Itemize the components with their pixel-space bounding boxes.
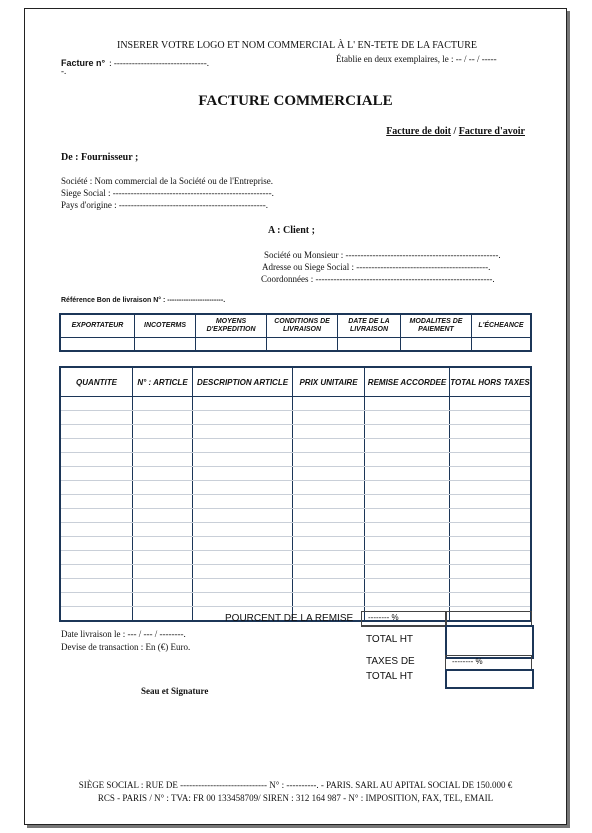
item-cell[interactable] xyxy=(193,509,293,523)
col-expedition: MOYENS D'EXPEDITION xyxy=(196,314,267,338)
col-quantite: QUANTITE xyxy=(60,367,133,397)
item-cell[interactable] xyxy=(293,565,365,579)
footer-line-1: SIÈGE SOCIAL : RUE DE ----------------------------- N° : ----------. - PARIS. SARL AU APITAL SOCIAL DE 150.000 € xyxy=(78,780,513,790)
item-cell[interactable] xyxy=(293,467,365,481)
table-row[interactable] xyxy=(60,523,531,537)
item-cell[interactable] xyxy=(193,481,293,495)
item-cell[interactable] xyxy=(133,397,193,411)
item-cell[interactable] xyxy=(293,551,365,565)
item-cell[interactable] xyxy=(60,509,133,523)
shipping-cell[interactable] xyxy=(60,338,135,352)
item-cell[interactable] xyxy=(293,593,365,607)
col-total-ht: TOTAL HORS TAXES xyxy=(450,367,532,397)
item-cell[interactable] xyxy=(365,565,450,579)
item-cell[interactable] xyxy=(365,495,450,509)
logo-placeholder-text: INSERER VOTRE LOGO ET NOM COMMERCIAL À L' EN-TETE DE LA FACTURE xyxy=(117,40,478,51)
item-cell[interactable] xyxy=(60,579,133,593)
item-cell[interactable] xyxy=(133,467,193,481)
item-cell[interactable] xyxy=(60,453,133,467)
table-row[interactable] xyxy=(60,411,531,425)
item-cell[interactable] xyxy=(60,551,133,565)
item-cell[interactable] xyxy=(293,453,365,467)
item-cell[interactable] xyxy=(450,551,532,565)
item-cell[interactable] xyxy=(133,579,193,593)
client-company: Société ou Monsieur : ---------------------------------------------------. xyxy=(264,250,501,260)
item-cell[interactable] xyxy=(450,537,532,551)
table-row[interactable] xyxy=(60,453,531,467)
item-cell[interactable] xyxy=(365,425,450,439)
item-cell[interactable] xyxy=(60,411,133,425)
invoice-credit-link[interactable]: Facture d'avoir xyxy=(458,126,525,137)
supplier-company: Société : Nom commercial de la Société ou de l'Entreprise. xyxy=(61,176,274,186)
item-cell[interactable] xyxy=(450,397,532,411)
item-cell[interactable] xyxy=(365,439,450,453)
item-cell[interactable] xyxy=(193,565,293,579)
item-cell[interactable] xyxy=(60,425,133,439)
shipping-cell[interactable] xyxy=(472,338,532,352)
table-row[interactable] xyxy=(60,565,531,579)
item-cell[interactable] xyxy=(133,607,193,622)
item-cell[interactable] xyxy=(293,537,365,551)
table-row[interactable] xyxy=(60,537,531,551)
item-cell[interactable] xyxy=(60,481,133,495)
col-exportateur: EXPORTATEUR xyxy=(60,314,135,338)
table-row[interactable] xyxy=(60,425,531,439)
item-cell[interactable] xyxy=(365,523,450,537)
table-row[interactable] xyxy=(60,397,531,411)
item-cell[interactable] xyxy=(60,397,133,411)
item-cell[interactable] xyxy=(365,397,450,411)
item-cell[interactable] xyxy=(293,495,365,509)
col-incoterms: INCOTERMS xyxy=(135,314,196,338)
item-cell[interactable] xyxy=(293,481,365,495)
col-article-no: N° : ARTICLE xyxy=(133,367,193,397)
item-cell[interactable] xyxy=(293,425,365,439)
item-cell[interactable] xyxy=(60,565,133,579)
total-ht2-value-box[interactable] xyxy=(445,669,534,689)
invoice-number xyxy=(61,53,209,71)
total-ht2-label: TOTAL HT xyxy=(366,671,414,682)
delivery-reference: Référence Bon de livraison N° : ------------------------. xyxy=(61,297,226,304)
item-cell[interactable] xyxy=(133,523,193,537)
discount-value: -------- % xyxy=(368,613,399,622)
invoice-number-value: : -------------------------------. xyxy=(109,58,210,68)
item-cell[interactable] xyxy=(293,509,365,523)
invoice-type-links xyxy=(386,126,525,137)
invoice-debit-link[interactable]: Facture de doit xyxy=(386,126,452,137)
total-ht-value-box[interactable] xyxy=(445,625,534,659)
item-cell[interactable] xyxy=(133,551,193,565)
item-cell[interactable] xyxy=(60,537,133,551)
supplier-origin: Pays d'origine : -------------------------------------------------. xyxy=(61,200,268,210)
shipping-cell[interactable] xyxy=(401,338,472,352)
item-cell[interactable] xyxy=(365,411,450,425)
item-cell[interactable] xyxy=(193,593,293,607)
item-cell[interactable] xyxy=(450,565,532,579)
item-cell[interactable] xyxy=(133,509,193,523)
item-cell[interactable] xyxy=(450,439,532,453)
delivery-date: Date livraison le : --- / --- / --------. xyxy=(61,629,186,639)
item-cell[interactable] xyxy=(193,495,293,509)
item-cell[interactable] xyxy=(193,397,293,411)
item-cell[interactable] xyxy=(60,593,133,607)
table-row[interactable] xyxy=(60,481,531,495)
item-cell[interactable] xyxy=(365,551,450,565)
item-cell[interactable] xyxy=(133,593,193,607)
item-cell[interactable] xyxy=(450,411,532,425)
item-cell[interactable] xyxy=(193,467,293,481)
item-cell[interactable] xyxy=(133,481,193,495)
item-cell[interactable] xyxy=(450,509,532,523)
shipping-header-row xyxy=(60,314,531,338)
item-cell[interactable] xyxy=(133,411,193,425)
item-cell[interactable] xyxy=(133,565,193,579)
table-row[interactable] xyxy=(60,509,531,523)
item-cell[interactable] xyxy=(193,579,293,593)
table-row[interactable] xyxy=(60,495,531,509)
shipping-cell[interactable] xyxy=(196,338,267,352)
col-echeance: L'ÉCHEANCE xyxy=(472,314,532,338)
table-row[interactable] xyxy=(60,593,531,607)
client-heading: A : Client ; xyxy=(268,225,315,236)
header-continuation: -. xyxy=(61,66,67,76)
client-address: Adresse ou Siege Social : --------------------------------------------. xyxy=(262,262,491,272)
items-header-row xyxy=(60,367,531,397)
taxes-value: -------- % xyxy=(452,657,483,666)
item-cell[interactable] xyxy=(60,523,133,537)
col-conditions: CONDITIONS DE LIVRAISON xyxy=(267,314,338,338)
item-cell[interactable] xyxy=(450,453,532,467)
table-row[interactable] xyxy=(60,439,531,453)
item-cell[interactable] xyxy=(293,411,365,425)
shipping-cell[interactable] xyxy=(135,338,196,352)
item-cell[interactable] xyxy=(60,495,133,509)
signature-label: Seau et Signature xyxy=(141,686,209,696)
col-modalites: MODALITES DE PAIEMENT xyxy=(401,314,472,338)
item-cell[interactable] xyxy=(365,537,450,551)
invoice-type-separator: / xyxy=(453,126,457,137)
item-cell[interactable] xyxy=(365,481,450,495)
item-cell[interactable] xyxy=(193,425,293,439)
item-cell[interactable] xyxy=(193,551,293,565)
item-cell[interactable] xyxy=(293,523,365,537)
client-coords: Coordonnées : -----------------------------------------------------------. xyxy=(261,274,495,284)
currency: Devise de transaction : En (€) Euro. xyxy=(61,642,191,652)
invoice-number-label: Facture n° xyxy=(61,58,106,68)
table-row[interactable] xyxy=(60,579,531,593)
item-cell[interactable] xyxy=(193,453,293,467)
item-cell[interactable] xyxy=(365,579,450,593)
item-cell[interactable] xyxy=(193,411,293,425)
item-cell[interactable] xyxy=(60,607,133,622)
shipping-cell[interactable] xyxy=(267,338,338,352)
invoice-page xyxy=(24,8,567,825)
item-cell[interactable] xyxy=(365,509,450,523)
col-date-livraison: DATE DE LA LIVRAISON xyxy=(338,314,401,338)
items-body xyxy=(60,397,531,622)
supplier-siege: Siege Social : -----------------------------------------------------. xyxy=(61,188,274,198)
shipping-table xyxy=(59,313,532,352)
item-cell[interactable] xyxy=(450,425,532,439)
table-row[interactable] xyxy=(60,467,531,481)
col-prix-unitaire: PRIX UNITAIRE xyxy=(293,367,365,397)
item-cell[interactable] xyxy=(293,579,365,593)
shipping-entry-row[interactable] xyxy=(60,338,531,352)
item-cell[interactable] xyxy=(133,453,193,467)
item-cell[interactable] xyxy=(450,593,532,607)
item-cell[interactable] xyxy=(450,467,532,481)
copies-date: Établie en deux exemplaires, le : -- / -- / ----- xyxy=(336,54,497,64)
shipping-cell[interactable] xyxy=(338,338,401,352)
item-cell[interactable] xyxy=(450,495,532,509)
footer-line-2: RCS - PARIS / N° : TVA: FR 00 133458709/ SIREN : 312 164 987 - N° : IMPOSITION, FAX, TEL, EMAIL xyxy=(97,793,494,803)
item-cell[interactable] xyxy=(193,439,293,453)
item-cell[interactable] xyxy=(365,593,450,607)
item-cell[interactable] xyxy=(133,537,193,551)
item-cell[interactable] xyxy=(133,495,193,509)
item-cell[interactable] xyxy=(293,439,365,453)
item-cell[interactable] xyxy=(60,439,133,453)
total-ht-label: TOTAL HT xyxy=(366,634,414,645)
supplier-heading: De : Fournisseur ; xyxy=(61,152,139,163)
page-title: FACTURE COMMERCIALE xyxy=(198,93,393,109)
item-cell[interactable] xyxy=(193,523,293,537)
item-cell[interactable] xyxy=(450,481,532,495)
item-cell[interactable] xyxy=(133,439,193,453)
discount-label: POURCENT DE LA REMISE xyxy=(225,613,354,624)
items-table xyxy=(59,366,532,622)
item-cell[interactable] xyxy=(293,397,365,411)
item-cell[interactable] xyxy=(60,467,133,481)
item-cell[interactable] xyxy=(133,425,193,439)
col-description: DESCRIPTION ARTICLE xyxy=(193,367,293,397)
item-cell[interactable] xyxy=(450,523,532,537)
item-cell[interactable] xyxy=(450,579,532,593)
item-cell[interactable] xyxy=(365,453,450,467)
item-cell[interactable] xyxy=(365,467,450,481)
table-row[interactable] xyxy=(60,551,531,565)
col-remise: REMISE ACCORDEE xyxy=(365,367,450,397)
taxes-label: TAXES DE xyxy=(366,656,415,667)
item-cell[interactable] xyxy=(193,537,293,551)
